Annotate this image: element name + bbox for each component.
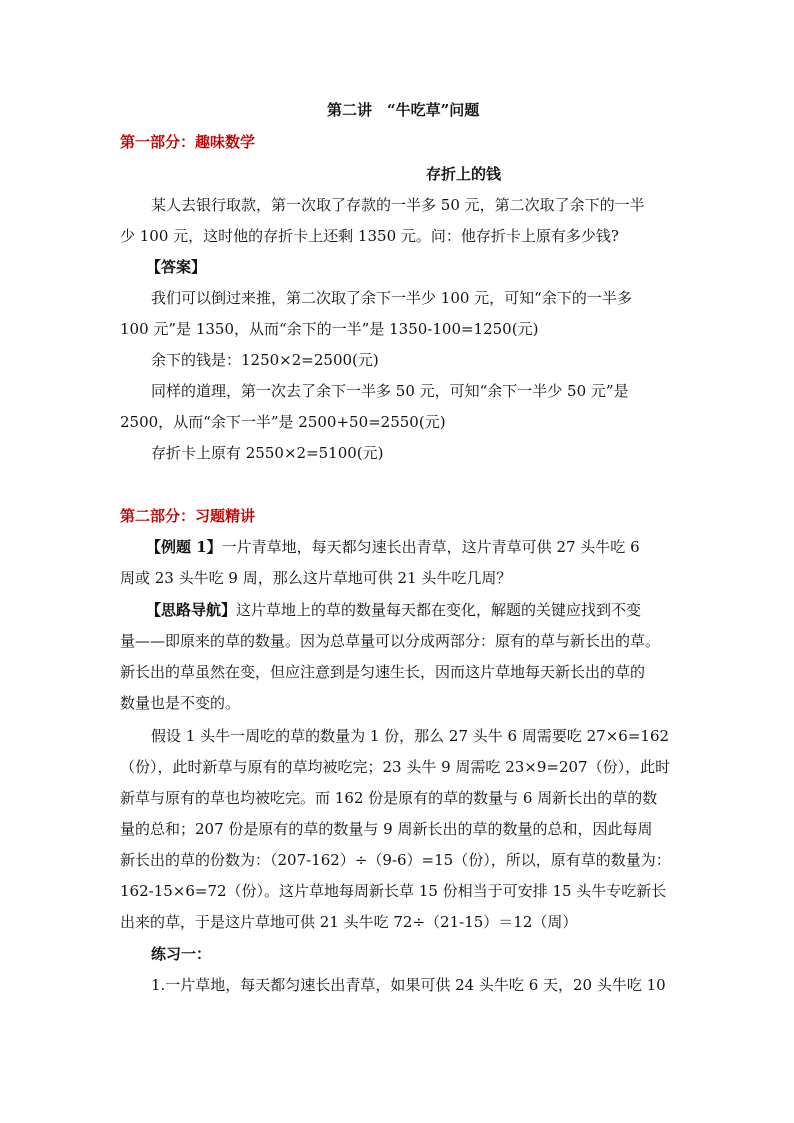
- guide-label: 【思路导航】: [146, 601, 237, 619]
- solution-line: 假设 1 头牛一周吃的草的数量为 1 份，那么 27 头牛 6 周需要吃 27×6=162: [151, 727, 670, 745]
- solution-line: 新草与原有的草也均被吃完。而 162 份是原有的草的数量与 6 周新长出的草的数: [120, 789, 658, 807]
- practice-item: 1.一片草地，每天都匀速长出青草，如果可供 24 头牛吃 6 天，20 头牛吃 10: [151, 976, 666, 994]
- answer-line: 存折卡上原有 2550×2=5100(元): [151, 444, 384, 462]
- guide-line: 新长出的草虽然在变，但应注意到是匀速生长，因而这片草地每天新长出的草的: [120, 663, 646, 681]
- guide-text: 这片草地上的草的数量每天都在变化，解题的关键应找到不变: [236, 601, 642, 619]
- guide-line: [146, 600, 641, 620]
- answer-line: 余下的钱是：1250×2=2500(元): [151, 351, 379, 369]
- example-label: 【例题 1】: [146, 538, 222, 556]
- answer-label: 【答案】: [146, 258, 207, 276]
- solution-line: 量的总和；207 份是原有的草的数量与 9 周新长出的草的数量的总和，因此每周: [120, 820, 653, 838]
- example-line: 周或 23 头牛吃 9 周，那么这片草地可供 21 头牛吃几周？: [120, 569, 512, 587]
- answer-line: 100 元”是 1350，从而“余下的一半”是 1350-100=1250(元): [120, 320, 539, 338]
- example-line: [146, 537, 640, 557]
- solution-line: 新长出的草的份数为：（207-162）÷（9-6）=15（份），所以，原有草的数量为：: [120, 851, 671, 869]
- problem-line: 某人去银行取款，第一次取了存款的一半多 50 元，第二次取了余下的一半: [151, 196, 645, 214]
- example-text: 一片青草地，每天都匀速长出青草，这片青草可供 27 头牛吃 6: [221, 538, 640, 556]
- story-title: 存折上的钱: [426, 165, 502, 183]
- guide-line: 数量也是不变的。: [120, 694, 241, 712]
- solution-line: 出来的草，于是这片草地可供 21 头牛吃 72÷（21-15）＝12（周）: [120, 913, 578, 931]
- page-title: 第二讲 “牛吃草”问题: [327, 101, 480, 119]
- answer-line: 2500，从而“余下一半”是 2500+50=2550(元): [120, 413, 446, 431]
- guide-line: 量——即原来的草的数量。因为总草量可以分成两部分：原有的草与新长出的草。: [120, 632, 661, 650]
- answer-line: 同样的道理，第一次去了余下一半多 50 元，可知“余下一半少 50 元”是: [151, 382, 629, 400]
- solution-line: （份），此时新草与原有的草均被吃完；23 头牛 9 周需吃 23×9=207（份），此时: [120, 758, 671, 776]
- problem-line: 少 100 元，这时他的存折卡上还剩 1350 元。问：他存折卡上原有多少钱?: [120, 227, 619, 245]
- part1-heading: 第一部分：趣味数学: [120, 133, 256, 151]
- solution-line: 162-15×6=72（份）。这片草地每周新长草 15 份相当于可安排 15 头牛专吃新长: [120, 882, 667, 900]
- part2-heading: 第二部分：习题精讲: [120, 507, 256, 525]
- answer-line: 我们可以倒过来推，第二次取了余下一半少 100 元，可知“余下的一半多: [151, 289, 632, 307]
- practice-label: 练习一：: [151, 945, 212, 963]
